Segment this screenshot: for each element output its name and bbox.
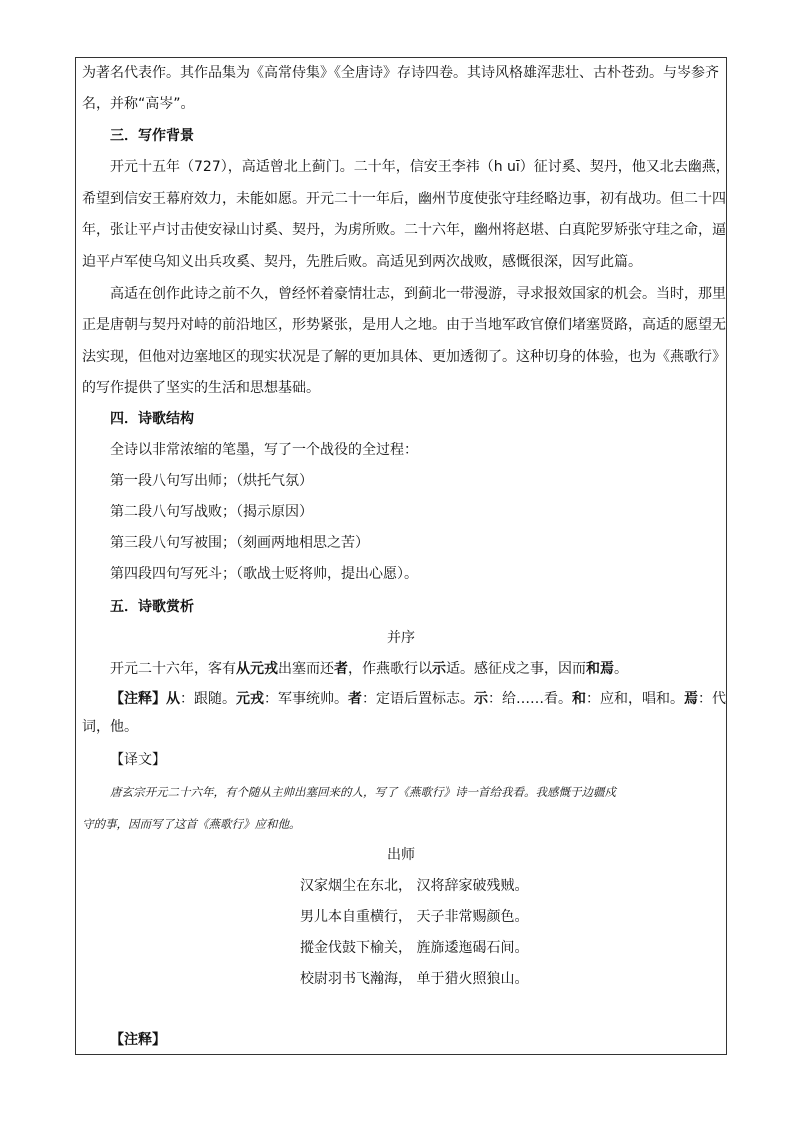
background-para2-line2: 正是唐朝与契丹对峙的前沿地区，形势紧张，是用人之地。由于当地军政官僚们堵塞贤路，高适的愿望无 bbox=[82, 317, 726, 333]
preface-text: 开元二十六年，客有从元戎出塞而还者，作燕歌行以示适。感征戍之事，因而和焉。 bbox=[110, 661, 628, 677]
preface-note-line2: 词，他。 bbox=[82, 719, 138, 735]
structure-item-4: 第四段四句写死斗；（歌战士贬将帅，提出心愿）。 bbox=[110, 566, 418, 582]
translation-line-1: 唐玄宗开元二十六年，有个随从主帅出塞回来的人，写了《燕歌行》诗一首给我看。我感慨于边疆戍 bbox=[110, 785, 616, 799]
poem-line-2: 男儿本自重横行， 天子非常赐颜色。 bbox=[300, 909, 529, 925]
structure-item-1: 第一段八句写出师；（烘托气氛） bbox=[110, 473, 313, 489]
translation-label: 【译文】 bbox=[110, 752, 166, 768]
structure-lead: 全诗以非常浓缩的笔墨，写了一个战役的全过程： bbox=[110, 442, 418, 458]
section-5-title: 五．诗歌赏析 bbox=[110, 599, 194, 615]
preface-note: 【注释】从：跟随。元戎：军事统帅。者：定语后置标志。示：给……看。和：应和，唱和。焉：代 bbox=[110, 691, 726, 707]
intro-line-1: 为著名代表作。其作品集为《高常侍集》《全唐诗》存诗四卷。其诗风格雄浑悲壮、古朴苍劲。与岑参齐 bbox=[82, 65, 719, 81]
translation-line-2: 守的事，因而写了这首《燕歌行》应和他。 bbox=[82, 817, 301, 831]
structure-item-2: 第二段八句写战败；（揭示原因） bbox=[110, 504, 313, 520]
poem-line-4: 校尉羽书飞瀚海， 单于猎火照狼山。 bbox=[300, 971, 529, 987]
background-para1-line2: 希望到信安王幕府效力，未能如愿。开元二十一年后，幽州节度使张守珪经略边事，初有战功。但二十四 bbox=[82, 191, 726, 207]
poem-note-label: 【注释】 bbox=[110, 1032, 166, 1048]
background-para2-line1: 高适在创作此诗之前不久，曾经怀着豪情壮志，到蓟北一带漫游，寻求报效国家的机会。当时，那里 bbox=[110, 286, 726, 302]
background-para2-line4: 的写作提供了坚实的生活和思想基础。 bbox=[82, 380, 320, 396]
section-4-title: 四．诗歌结构 bbox=[110, 411, 194, 427]
poem-line-3: 摐金伐鼓下榆关， 旌旆逶迤碣石间。 bbox=[300, 940, 529, 956]
background-para1-line1: 开元十五年（727），高适曾北上蓟门。二十年，信安王李祎（h uī）征讨奚、契丹，他又北去幽燕， bbox=[110, 159, 730, 175]
poem-title: 出师 bbox=[387, 847, 415, 863]
background-para2-line3: 法实现，但他对边塞地区的现实状况是了解的更加具体、更加透彻了。这种切身的体验，也为《燕歌行》 bbox=[82, 349, 726, 365]
intro-line-2: 名，并称“高岑”。 bbox=[82, 96, 195, 112]
background-para1-line3: 年，张让平卢讨击使安禄山讨奚、契丹，为虏所败。二十六年，幽州将赵堪、白真陀罗矫张守珪之命，逼 bbox=[82, 222, 726, 238]
section-3-title: 三．写作背景 bbox=[110, 128, 194, 144]
structure-item-3: 第三段八句写被围；（刻画两地相思之苦） bbox=[110, 535, 369, 551]
preface-title: 并序 bbox=[387, 630, 415, 646]
poem-line-1: 汉家烟尘在东北， 汉将辞家破残贼。 bbox=[300, 878, 529, 894]
background-para1-line4: 迫平卢军使乌知义出兵攻奚、契丹，先胜后败。高适见到两次战败，感慨很深，因写此篇。 bbox=[82, 254, 642, 270]
